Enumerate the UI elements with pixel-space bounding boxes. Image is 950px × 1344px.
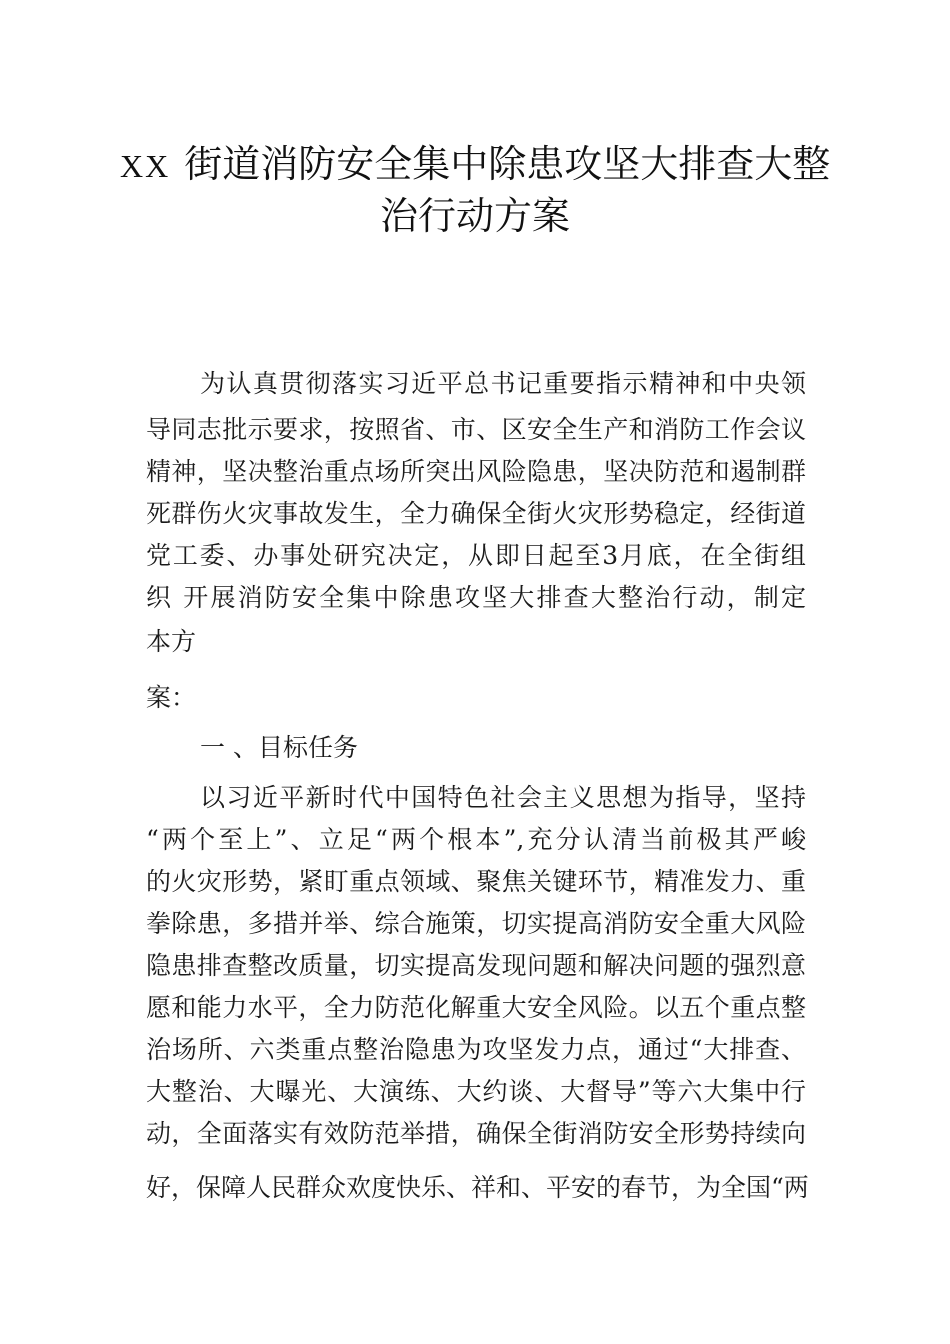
section-line: 隐患排查整改质量，切实提高发现问题和解决问题的强烈意 <box>146 951 806 980</box>
section-line: 拳除患，多措并举、综合施策，切实提高消防安全重大风险 <box>146 909 806 938</box>
intro-line: 本方 <box>146 627 197 656</box>
title-prefix: XX <box>120 148 171 184</box>
section-heading: 一 、目标任务 <box>200 733 358 762</box>
intro-line: 为认真贯彻落实习近平总书记重要指示精神和中央领 <box>200 369 806 398</box>
intro-line: 死群伤火灾事故发生，全力确保全街火灾形势稳定，经街道 <box>146 499 806 528</box>
intro-line: 织 开展消防安全集中除患攻坚大排查大整治行动，制定 <box>146 583 806 612</box>
intro-line: 精神，坚决整治重点场所突出风险隐患，坚决防范和遏制群 <box>146 457 806 486</box>
section-line: 动，全面落实有效防范举措，确保全街消防安全形势持续向 <box>146 1119 806 1148</box>
section-line: 治场所、六类重点整治隐患为攻坚发力点，通过“大排查、 <box>146 1035 806 1064</box>
document-title-line-1 <box>120 138 830 192</box>
title-text-1: 街道消防安全集中除患攻坚大排查大整 <box>184 142 831 186</box>
section-line: 的火灾形势，紧盯重点领域、聚焦关键环节，精准发力、重 <box>146 867 806 896</box>
intro-line: 案： <box>146 683 197 712</box>
section-line: 好，保障人民群众欢度快乐、祥和、平安的春节，为全国“两 <box>146 1173 809 1202</box>
section-line: 大整治、大曝光、大演练、大约谈、大督导”等六大集中行 <box>146 1077 806 1106</box>
section-line: 以习近平新时代中国特色社会主义思想为指导，坚持 <box>200 783 806 812</box>
section-line: “两个至上”、立足“两个根本”,充分认清当前极其严峻 <box>146 825 806 854</box>
intro-line: 导同志批示要求，按照省、市、区安全生产和消防工作会议 <box>146 415 806 444</box>
intro-line: 党工委、办事处研究决定，从即日起至3月底，在全街组 <box>146 541 806 570</box>
section-line: 愿和能力水平，全力防范化解重大安全风险。以五个重点整 <box>146 993 806 1022</box>
document-title-line-2: 治行动方案 <box>379 194 570 238</box>
